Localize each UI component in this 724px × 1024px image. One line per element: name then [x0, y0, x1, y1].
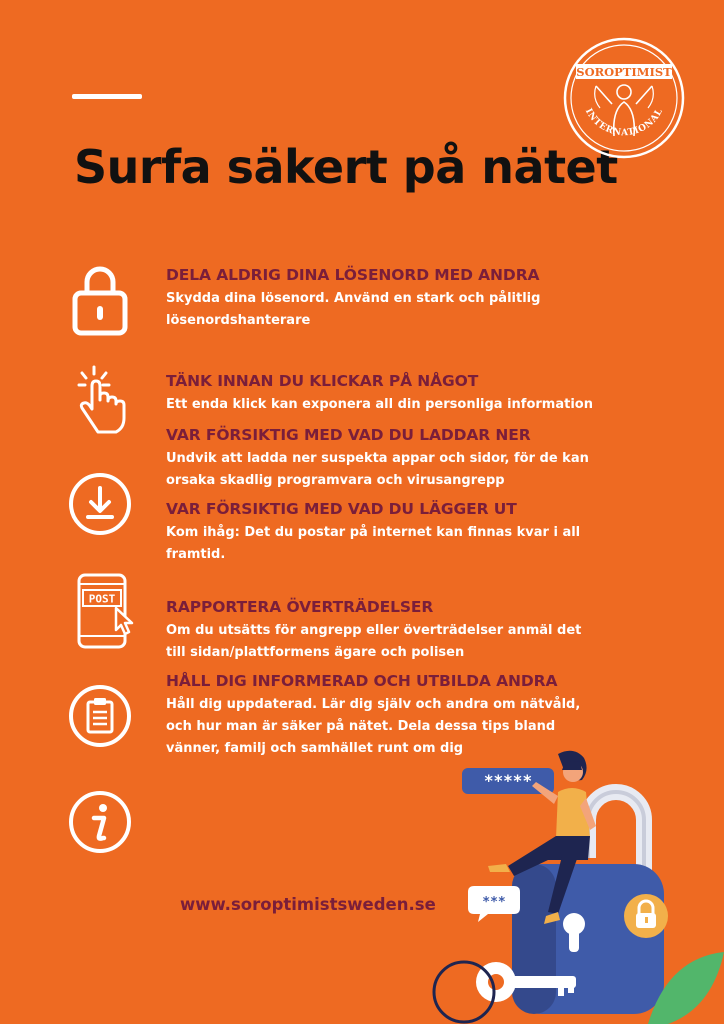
body-line: framtid.	[166, 547, 226, 562]
password-field-text: *****	[483, 771, 533, 790]
section-body	[166, 394, 636, 416]
section-heading: VAR FÖRSIKTIG MED VAD DU LÄGGER UT	[166, 500, 517, 518]
body-line: Skydda dina lösenord. Använd en stark och pålitlig	[166, 291, 541, 306]
section-heading: DELA ALDRIG DINA LÖSENORD MED ANDRA	[166, 266, 540, 284]
section-heading: RAPPORTERA ÖVERTRÄDELSER	[166, 598, 434, 616]
body-line: lösenordshanterare	[166, 313, 311, 328]
section-download	[166, 426, 636, 492]
section-posting	[166, 500, 636, 566]
info-icon	[68, 790, 132, 854]
body-line: till sidan/plattformens ägare och polisen	[166, 645, 465, 660]
section-click	[166, 372, 636, 416]
body-line: Om du utsätts för angrepp eller överträdelser anmäl det	[166, 623, 582, 638]
body-line: Undvik att ladda ner suspekta appar och sidor, för de kan	[166, 451, 589, 466]
body-line: Håll dig uppdaterad. Lär dig själv och andra om nätvåld,	[166, 697, 581, 712]
click-hand-icon	[76, 364, 130, 436]
security-illustration	[418, 748, 724, 1024]
post-phone-icon	[76, 572, 138, 650]
section-inform	[166, 672, 636, 760]
logo-top-text: SOROPTIMIST	[576, 65, 672, 79]
body-line: och hur man är säker på nätet. Dela dessa tips bland	[166, 719, 556, 734]
section-body	[166, 288, 636, 332]
clipboard-icon	[68, 684, 132, 748]
body-line: vänner, familj och samhället runt om dig	[166, 741, 464, 756]
top-divider	[72, 94, 142, 99]
section-report	[166, 598, 636, 664]
soroptimist-logo	[562, 36, 686, 160]
lock-icon	[72, 262, 128, 336]
logo-bottom-text: INTERNATIONAL	[582, 106, 666, 139]
section-body	[166, 448, 636, 492]
body-line: Kom ihåg: Det du postar på internet kan finnas kvar i all	[166, 525, 581, 540]
chat-bubble-text: ***	[482, 895, 506, 910]
body-line: orsaka skadlig programvara och virusangrepp	[166, 473, 505, 488]
section-body	[166, 522, 636, 566]
page-title: Surfa säkert på nätet	[74, 140, 618, 194]
section-heading: VAR FÖRSIKTIG MED VAD DU LADDAR NER	[166, 426, 531, 444]
section-body	[166, 620, 636, 664]
section-heading: HÅLL DIG INFORMERAD OCH UTBILDA ANDRA	[166, 672, 558, 690]
download-icon	[68, 472, 132, 536]
post-label: POST	[88, 592, 116, 606]
section-passwords	[166, 266, 636, 332]
body-line: Ett enda klick kan exponera all din personliga information	[166, 397, 593, 412]
website-link[interactable]: www.soroptimistsweden.se	[180, 895, 436, 914]
section-heading: TÄNK INNAN DU KLICKAR PÅ NÅGOT	[166, 372, 479, 390]
